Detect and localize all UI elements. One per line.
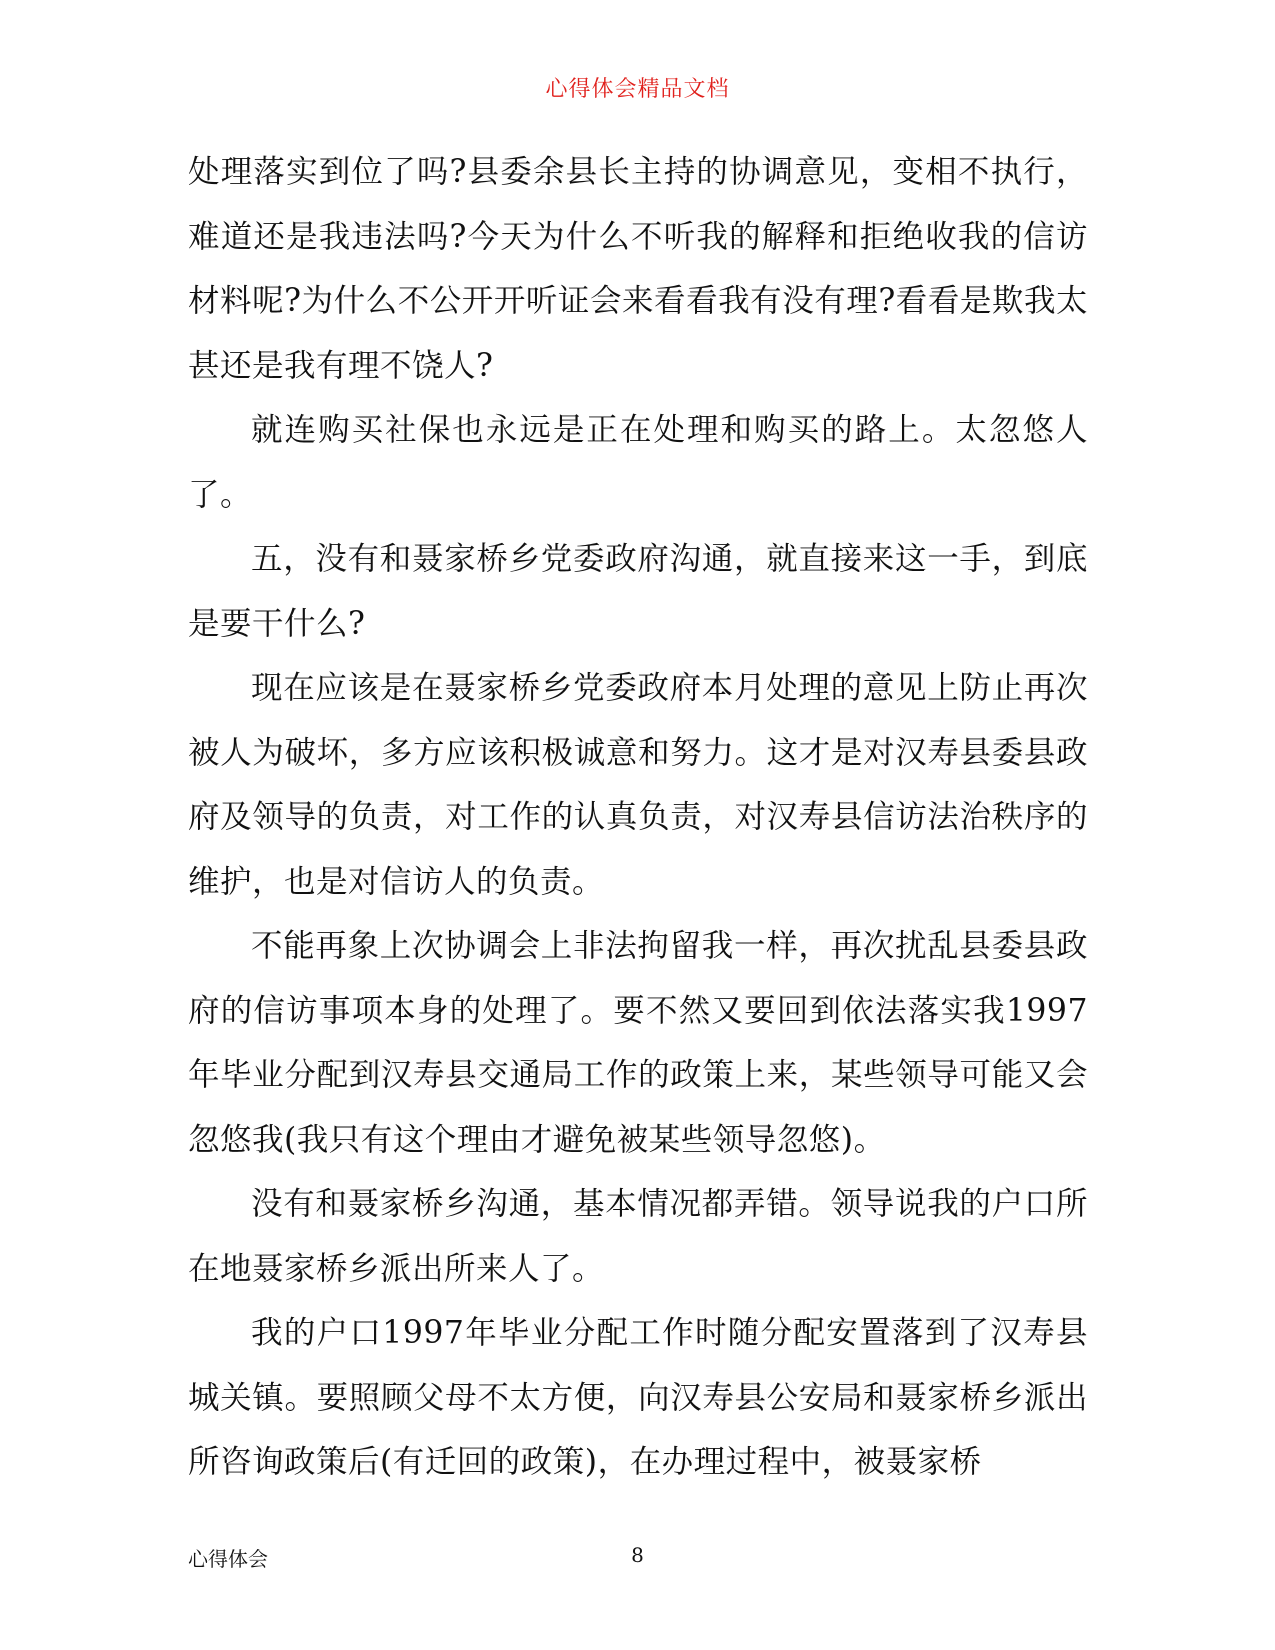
footer-label: 心得体会 bbox=[188, 1547, 268, 1571]
paragraph-4: 现在应该是在聂家桥乡党委政府本月处理的意见上防止再次被人为破坏，多方应该积极诚意和努力。这才是对汉寿县委县政府及领导的负责，对工作的认真负责，对汉寿县信访法治秩序的维护，也是对信访人的负责。 bbox=[188, 670, 1088, 900]
paragraph-6: 没有和聂家桥乡沟通，基本情况都弄错。领导说我的户口所在地聂家桥乡派出所来人了。 bbox=[188, 1186, 1088, 1287]
paragraph-7: 我的户口1997年毕业分配工作时随分配安置落到了汉寿县城关镇。要照顾父母不太方便，向汉寿县公安局和聂家桥乡派出所咨询政策后(有迁回的政策)，在办理过程中，被聂家桥 bbox=[188, 1315, 1088, 1480]
paragraph-5: 不能再象上次协调会上非法拘留我一样，再次扰乱县委县政府的信访事项本身的处理了。要不然又要回到依法落实我1997年毕业分配到汉寿县交通局工作的政策上来，某些领导可能又会忽悠我(我只有这个理由才避免被某些领导忽悠)。 bbox=[188, 928, 1088, 1158]
document-body bbox=[188, 140, 1088, 1495]
page-number: 8 bbox=[631, 1543, 644, 1567]
paragraph-2: 就连购买社保也永远是正在处理和购买的路上。太忽悠人了。 bbox=[188, 412, 1088, 513]
paragraph-1: 处理落实到位了吗?县委余县长主持的协调意见，变相不执行，难道还是我违法吗?今天为什么不听我的解释和拒绝收我的信访材料呢?为什么不公开开听证会来看看我有没有理?看看是欺我太甚还是我有理不饶人? bbox=[188, 154, 1088, 384]
page-header-title: 心得体会精品文档 bbox=[545, 77, 730, 102]
paragraph-3: 五，没有和聂家桥乡党委政府沟通，就直接来这一手，到底是要干什么? bbox=[188, 541, 1088, 642]
